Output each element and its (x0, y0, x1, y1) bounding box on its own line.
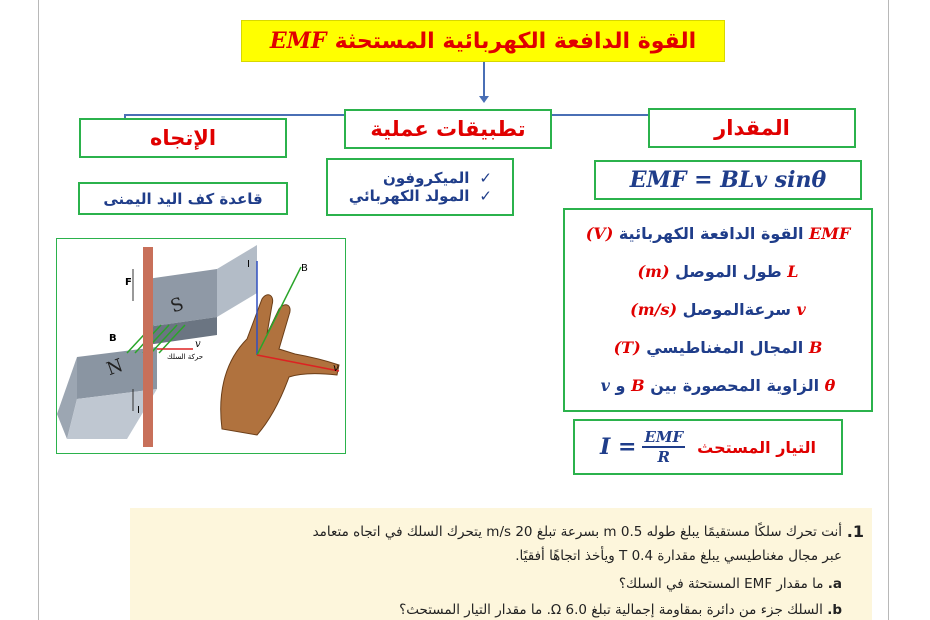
label-b: B (109, 333, 117, 344)
definitions-box (563, 208, 873, 412)
hand-label-v: v (333, 363, 339, 374)
magnet-s-top (147, 269, 217, 327)
def-symbol: L (787, 262, 799, 281)
part-a-label: a. (827, 576, 842, 592)
current-formula-box (573, 419, 843, 475)
def-extra-and: و (615, 376, 626, 395)
def-unit: (m) (637, 262, 670, 281)
label-s: S (167, 293, 187, 318)
direction-rule-text: قاعدة كف اليد اليمنى (103, 189, 263, 208)
branch-applications-label: تطبيقات عملية (370, 117, 526, 141)
definition-row (585, 224, 851, 243)
def-extra-v: v (600, 376, 610, 395)
page-left-border (38, 0, 39, 620)
def-label: المجال المغناطيسي (646, 338, 804, 357)
emf-formula-box (594, 160, 862, 200)
part-b-text: السلك جزء من دائرة بمقاومة إجمالية تبلغ 6.0 Ω. ما مقدار التيار المستحث؟ (399, 602, 823, 618)
current-label: التيار المستحث (697, 437, 816, 457)
application-item (383, 169, 492, 187)
connector-trunk (483, 62, 485, 98)
applications-list (326, 158, 514, 216)
def-unit: (T) (613, 338, 641, 357)
right-hand (221, 295, 339, 435)
application-item (349, 187, 492, 205)
direction-rule (78, 182, 288, 215)
question-line-2: عبر مجال مغناطيسي يبلغ مقدارة 0.4 T ويأخذ اتجاهًا أفقيًا. (515, 548, 842, 564)
branch-direction (79, 118, 287, 158)
application-generator: المولد الكهربائي (348, 187, 470, 205)
label-wire-motion: حركة السلك (167, 353, 204, 361)
magnet-s-side (217, 245, 257, 317)
title-arabic: القوة الدافعة الكهربائية المستحثة (334, 28, 697, 54)
def-symbol: v (796, 300, 806, 319)
fraction-denominator: R (657, 448, 671, 466)
arrowhead-icon (479, 96, 489, 103)
label-n: N (103, 354, 126, 381)
fraction-numerator: EMF (644, 428, 684, 446)
question-part-b (144, 602, 842, 618)
page-title (241, 20, 725, 62)
part-a-text: ما مقدار EMF المستحثة في السلك؟ (618, 576, 824, 592)
question-line-1: أنت تحرك سلكًا مستقيمًا يبلغ طوله 0.5 m بسرعة تبلغ 20 m/s يتحرك السلك في اتجاه متعامد (312, 524, 842, 540)
branch-direction-label: الإتجاه (149, 126, 217, 150)
question-number: 1. (846, 522, 864, 541)
induction-diagram (56, 238, 346, 454)
check-icon: ✓ (479, 169, 492, 187)
hand-label-b: B (301, 263, 308, 274)
branch-magnitude (648, 108, 856, 148)
def-label: طول الموصل (675, 262, 782, 281)
def-extra-b: B (631, 376, 645, 395)
page-right-border (888, 0, 889, 620)
def-symbol: B (808, 338, 823, 357)
question-part-a (144, 576, 842, 592)
label-i: I (137, 405, 140, 416)
def-label: سرعةالموصل (682, 300, 791, 319)
emf-formula: EMF = BLv sinθ (629, 167, 827, 193)
current-lhs: I = (600, 434, 637, 460)
definition-row (585, 338, 851, 357)
def-label: القوة الدافعة الكهربائية (618, 224, 804, 243)
def-symbol: EMF (809, 224, 851, 243)
application-microphone: الميكروفون (383, 169, 470, 187)
current-equation (600, 428, 685, 466)
branch-magnitude-label: المقدار (714, 116, 790, 140)
fraction (642, 428, 685, 466)
definition-row (585, 300, 851, 319)
def-symbol: θ (824, 376, 836, 395)
def-unit: (V) (585, 224, 614, 243)
label-v: v (195, 339, 201, 350)
title-emf: EMF (269, 28, 327, 54)
wire-rod (143, 247, 153, 447)
hand-label-i: I (247, 259, 250, 270)
def-unit: (m/s) (630, 300, 678, 319)
part-b-label: b. (827, 602, 842, 618)
branch-applications (344, 109, 552, 149)
check-icon: ✓ (479, 187, 492, 205)
label-f: F (125, 277, 132, 288)
question-section (130, 508, 872, 620)
definition-row (585, 262, 851, 281)
def-label: الزاوية المحصورة بين (650, 376, 820, 395)
definition-row (585, 376, 851, 395)
